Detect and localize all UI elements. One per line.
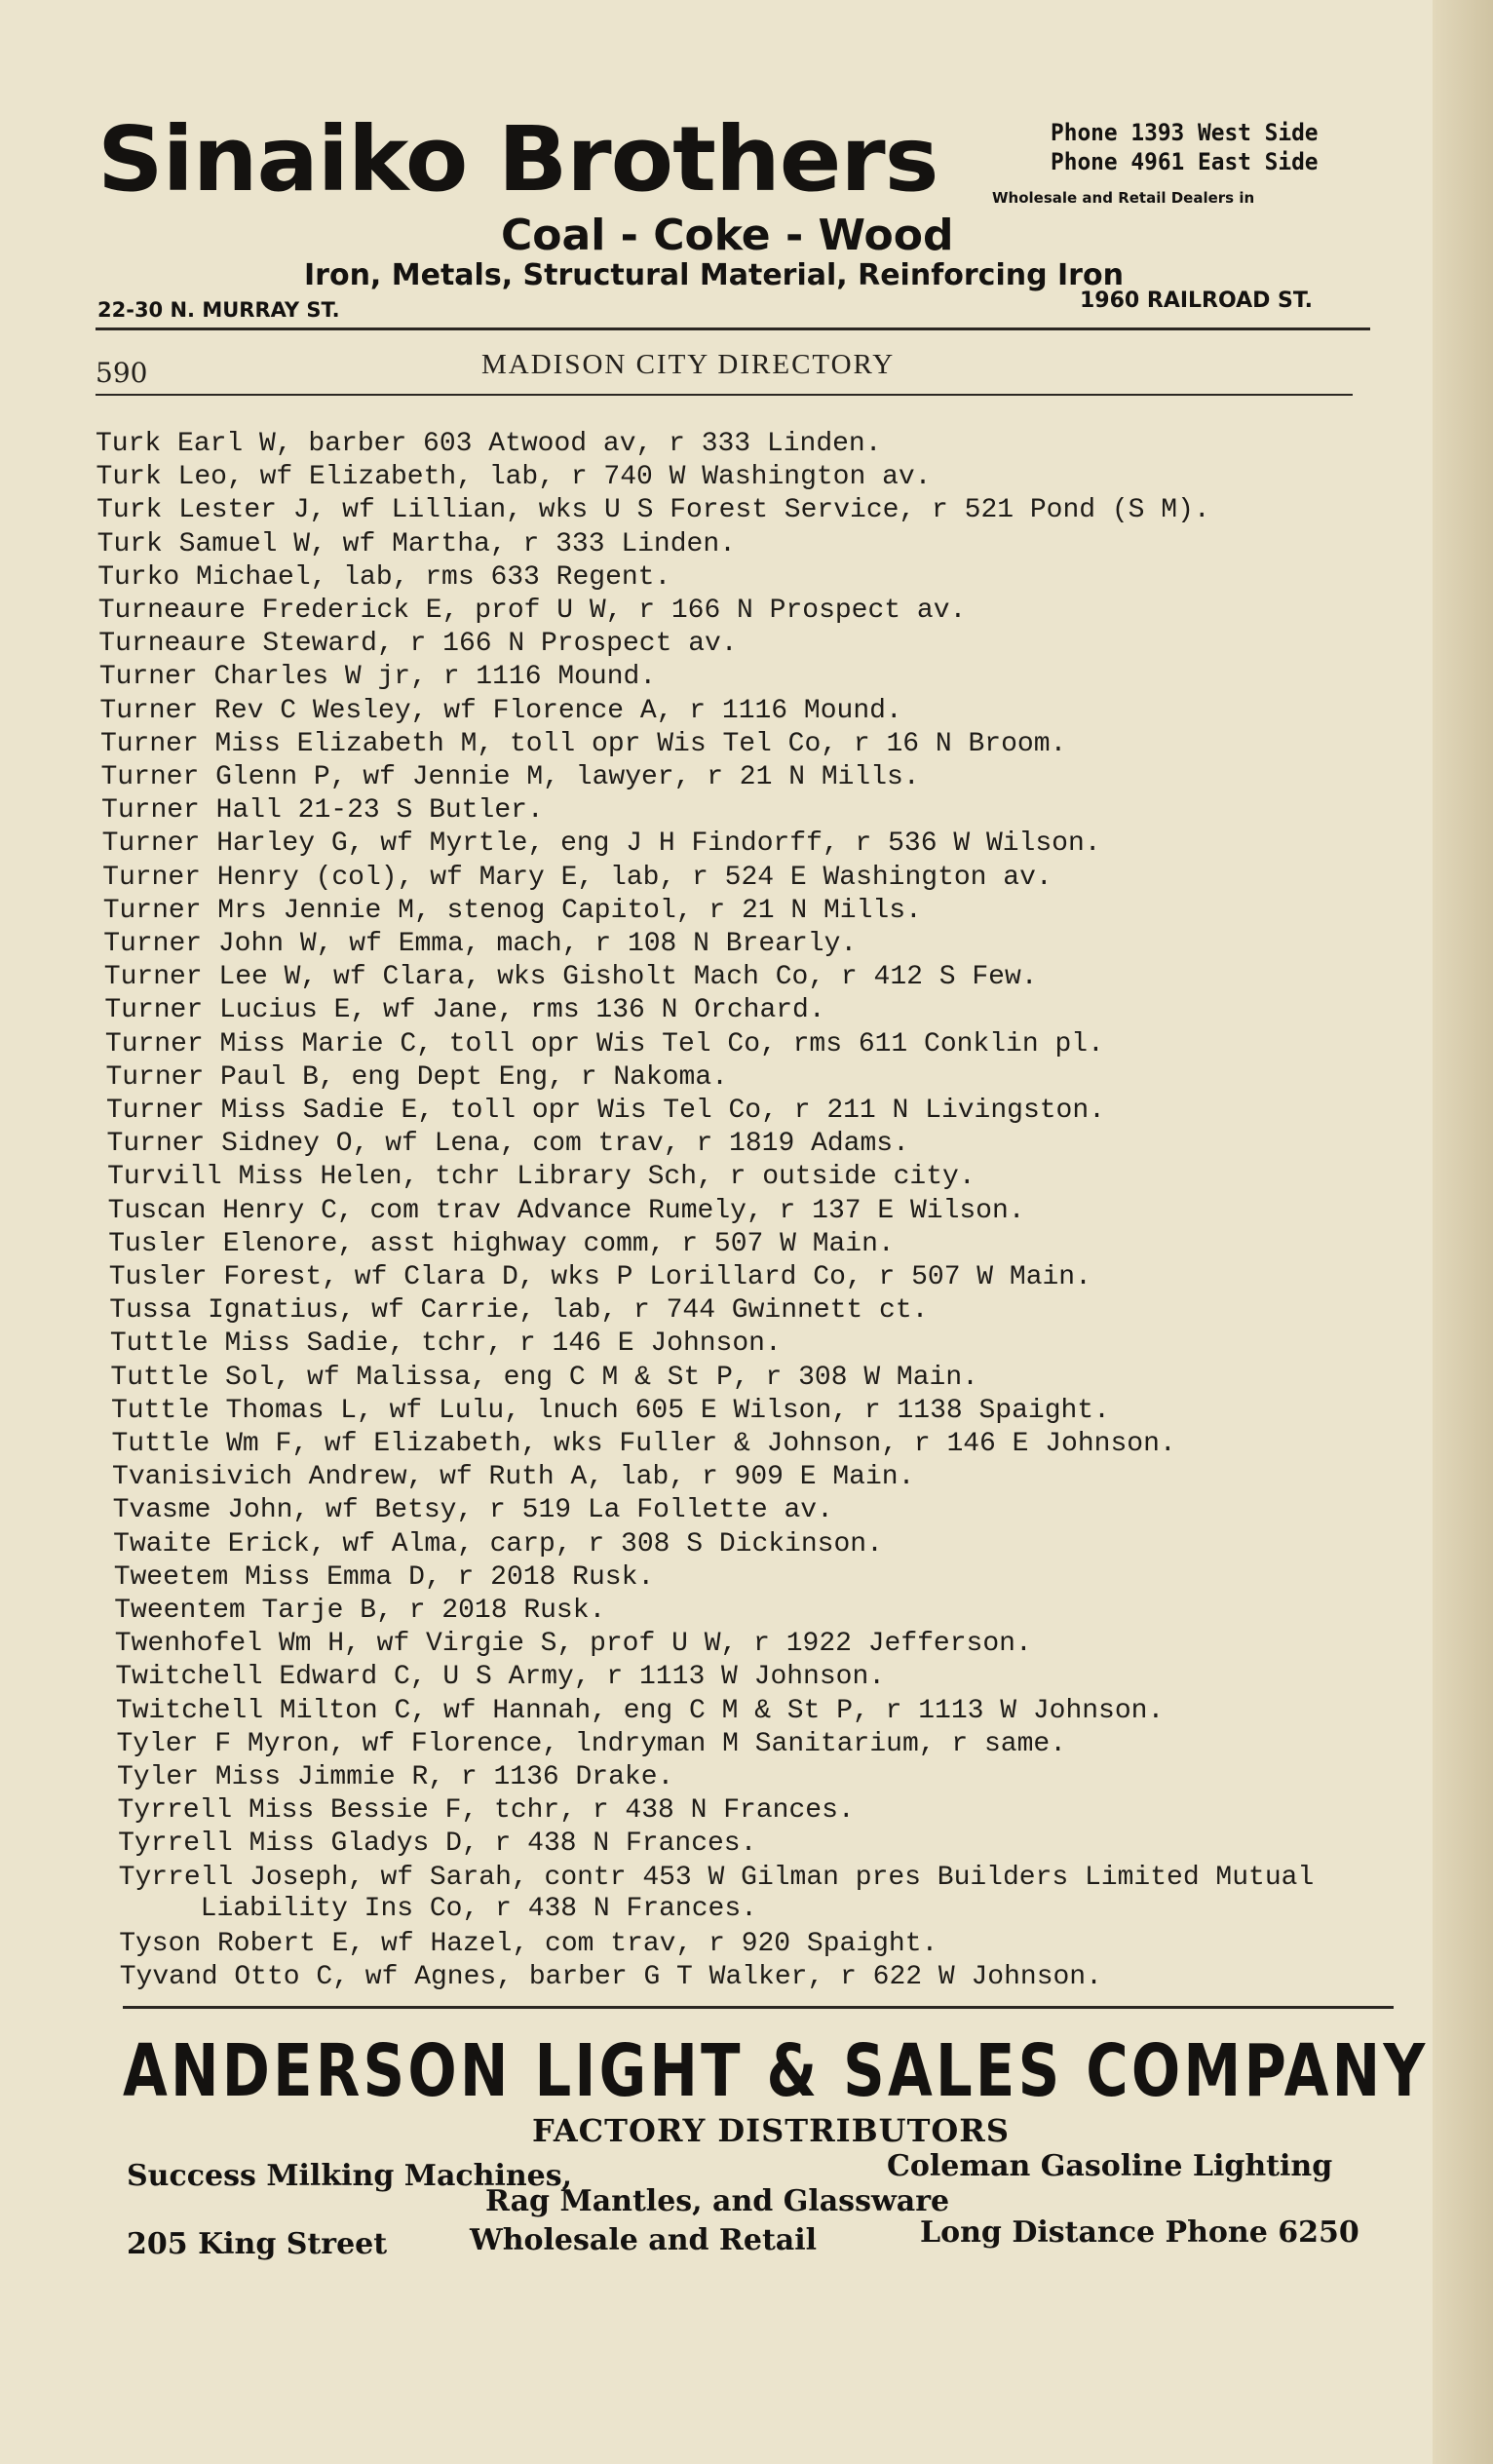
entry-text: Turk Lester J, wf Lillian, wks U S Forest Service, r 521 Pond (S M). xyxy=(96,495,1210,525)
directory-entry xyxy=(98,596,967,627)
entry-text: Tyrrell Miss Bessie F, tchr, r 438 N Frances. xyxy=(117,1795,855,1826)
directory-entry xyxy=(102,863,1053,894)
entry-text: Twenhofel Wm H, wf Virgie S, prof U W, r 1922 Jefferson. xyxy=(114,1629,1032,1659)
directory-entry xyxy=(104,995,824,1026)
entry-text: Tuttle Thomas L, wf Lulu, lnuch 605 E Wilson, r 1138 Spaight. xyxy=(110,1396,1110,1426)
directory-entry xyxy=(114,1596,605,1627)
entry-text: Tyler Miss Jimmie R, r 1136 Drake. xyxy=(117,1762,674,1792)
entry-text: Tuttle Wm F, wf Elizabeth, wks Fuller & Johnson, r 146 E Johnson. xyxy=(111,1429,1176,1459)
ad-coleman-lighting: Coleman Gasoline Lighting xyxy=(887,2149,1333,2183)
directory-entry xyxy=(111,1396,1110,1427)
entry-text: Turneaure Steward, r 166 N Prospect av. xyxy=(98,629,738,659)
directory-entry xyxy=(105,1029,1104,1060)
entry-text: Tusler Elenore, asst highway comm, r 507 W Main. xyxy=(108,1229,895,1259)
directory-entry xyxy=(107,1162,976,1193)
directory-entry xyxy=(101,795,544,827)
ad-wholesale-retail: Wholesale and Retail xyxy=(470,2223,818,2257)
directory-entry xyxy=(99,696,901,727)
entry-text: Turner Lucius E, wf Jane, rms 136 N Orchard. xyxy=(104,995,825,1025)
running-head: MADISON CITY DIRECTORY xyxy=(481,349,896,380)
directory-entry xyxy=(97,529,736,560)
entry-text: Turner Mrs Jennie M, stenog Capitol, r 21 N Mills. xyxy=(102,896,922,926)
entry-text: Tusler Forest, wf Clara D, wks P Lorillard Co, r 507 W Main. xyxy=(108,1262,1091,1292)
entry-text: Turneaure Frederick E, prof U W, r 166 N Prospect av. xyxy=(97,596,967,626)
entry-text: Tyrrell Joseph, wf Sarah, contr 453 W Gilman pres Builders Limited Mutual xyxy=(118,1863,1315,1893)
entry-text: Turner Charles W jr, r 1116 Mound. xyxy=(98,662,657,692)
entry-text: Twitchell Edward C, U S Army, r 1113 W Johnson. xyxy=(115,1662,886,1692)
entry-text: Tuscan Henry C, com trav Advance Rumely, r 137 E Wilson. xyxy=(107,1196,1025,1226)
directory-entry xyxy=(112,1462,914,1493)
directory-entry xyxy=(118,1795,855,1827)
directory-entry xyxy=(109,1262,1091,1293)
directory-entry xyxy=(116,1696,1164,1727)
directory-entry xyxy=(109,1295,928,1327)
entry-text: Turner Henry (col), wf Mary E, lab, r 524 E Washington av. xyxy=(102,863,1053,893)
directory-entry xyxy=(115,1662,885,1693)
ad-milking-machines: Success Milking Machines, xyxy=(127,2159,573,2193)
entry-text: Turner Miss Marie C, toll opr Wis Tel Co, rms 611 Conklin pl. xyxy=(104,1029,1104,1059)
ad-phone-east: Phone 4961 East Side xyxy=(1051,148,1319,175)
ad-company-title: ANDERSON LIGHT & SALES COMPANY xyxy=(123,2029,1429,2113)
directory-entry xyxy=(110,1363,978,1394)
entry-text: Turner Miss Sadie E, toll opr Wis Tel Co, r 211 N Livingston. xyxy=(106,1096,1105,1126)
entry-text: Tyler F Myron, wf Florence, lndryman M Sanitarium, r same. xyxy=(116,1729,1066,1759)
directory-entry xyxy=(112,1429,1176,1460)
directory-entry xyxy=(118,1829,756,1860)
ad-phone-west: Phone 1393 West Side xyxy=(1051,119,1319,146)
ad-divider-rule xyxy=(96,327,1370,330)
entry-text: Tweentem Tarje B, r 2018 Rusk. xyxy=(114,1596,606,1626)
directory-entry xyxy=(96,429,882,460)
directory-entry xyxy=(119,1863,1315,1925)
ad-long-distance-phone: Long Distance Phone 6250 xyxy=(920,2215,1359,2250)
entry-text: Turk Samuel W, wf Martha, r 333 Linden. xyxy=(96,529,736,559)
entry-text: Turner Glenn P, wf Jennie M, lawyer, r 21 N Mills. xyxy=(100,762,920,792)
ad-address-railroad: 1960 RAILROAD ST. xyxy=(1080,289,1313,313)
entry-text: Turner Paul B, eng Dept Eng, r Nakoma. xyxy=(105,1062,728,1093)
entry-text: Turner John W, wf Emma, mach, r 108 N Brearly. xyxy=(103,929,858,959)
directory-entry xyxy=(120,1962,1102,1993)
entry-text: Tyrrell Miss Gladys D, r 438 N Frances. xyxy=(118,1829,757,1859)
ad-rag-mantles: Rag Mantles, and Glassware xyxy=(485,2184,950,2218)
directory-entry xyxy=(97,562,670,594)
directory-entry xyxy=(103,929,857,960)
directory-entry xyxy=(113,1495,833,1526)
directory-entry xyxy=(110,1328,782,1360)
directory-entry xyxy=(98,629,737,660)
directory-entry xyxy=(102,828,1101,860)
directory-entry xyxy=(114,1562,655,1594)
directory-entry xyxy=(117,1762,673,1793)
directory-entry xyxy=(119,1929,938,1960)
ad-products: Coal - Coke - Wood xyxy=(501,211,954,260)
entry-continuation: Liability Ins Co, r 438 N Frances. xyxy=(200,1894,757,1924)
ad-factory-distributors: FACTORY DISTRIBUTORS xyxy=(532,2112,1010,2149)
entry-text: Turner Lee W, wf Clara, wks Gisholt Mach Co, r 412 S Few. xyxy=(103,962,1038,992)
entry-text: Tvanisivich Andrew, wf Ruth A, lab, r 909 E Main. xyxy=(112,1462,915,1492)
ad-address-murray: 22-30 N. MURRAY ST. xyxy=(97,298,340,322)
directory-entry xyxy=(108,1229,895,1260)
directory-entry xyxy=(107,1129,909,1160)
header-rule xyxy=(96,394,1353,396)
entry-text: Turner Miss Elizabeth M, toll opr Wis Tel Co, r 16 N Broom. xyxy=(99,729,1067,759)
ad-wholesale-line: Wholesale and Retail Dealers in xyxy=(992,189,1255,207)
directory-entry xyxy=(113,1529,883,1560)
entry-text: Turko Michael, lab, rms 633 Regent. xyxy=(97,562,671,593)
directory-entry xyxy=(116,1729,1066,1760)
page-number: 590 xyxy=(96,357,148,389)
directory-entry xyxy=(104,962,1038,993)
directory-entry xyxy=(115,1629,1032,1660)
entry-text: Tuttle Miss Sadie, tchr, r 146 E Johnson. xyxy=(109,1328,782,1359)
directory-entry xyxy=(96,462,932,493)
directory-entry xyxy=(101,762,920,793)
entry-text: Tussa Ignatius, wf Carrie, lab, r 744 Gwinnett ct. xyxy=(109,1295,929,1326)
entry-text: Turk Leo, wf Elizabeth, lab, r 740 W Washington av. xyxy=(96,462,932,492)
entry-text: Turner Sidney O, wf Lena, com trav, r 1819 Adams. xyxy=(106,1129,909,1159)
directory-entry xyxy=(106,1096,1105,1127)
page-edge xyxy=(1433,0,1493,2464)
top-advertisement xyxy=(0,0,1433,331)
entry-text: Tvasme John, wf Betsy, r 519 La Follette av. xyxy=(112,1495,833,1525)
bottom-ad-rule xyxy=(123,2006,1394,2009)
directory-entry xyxy=(108,1196,1025,1227)
directory-entry xyxy=(99,662,656,693)
directory-entry xyxy=(105,1062,728,1094)
entry-text: Tuttle Sol, wf Malissa, eng C M & St P, r 308 W Main. xyxy=(110,1363,978,1393)
entry-text: Turner Hall 21-23 S Butler. xyxy=(101,795,544,826)
directory-entry xyxy=(100,729,1066,760)
entry-text: Twaite Erick, wf Alma, carp, r 308 S Dickinson. xyxy=(113,1529,883,1559)
entry-text: Tyvand Otto C, wf Agnes, barber G T Walker, r 622 W Johnson. xyxy=(119,1962,1102,1992)
entry-text: Turk Earl W, barber 603 Atwood av, r 333 Linden. xyxy=(96,429,882,459)
ad-materials: Iron, Metals, Structural Material, Reinforcing Iron xyxy=(304,258,1124,292)
entry-text: Turner Rev C Wesley, wf Florence A, r 1116 Mound. xyxy=(99,696,902,726)
entry-text: Turner Harley G, wf Myrtle, eng J H Findorff, r 536 W Wilson. xyxy=(101,828,1101,859)
ad-brand-name: Sinaiko Brothers xyxy=(97,107,938,212)
directory-entry xyxy=(103,896,922,927)
entry-text: Tyson Robert E, wf Hazel, com trav, r 920 Spaight. xyxy=(119,1929,938,1959)
entry-text: Tweetem Miss Emma D, r 2018 Rusk. xyxy=(113,1562,655,1593)
ad-king-street-address: 205 King Street xyxy=(127,2227,388,2261)
entry-text: Turvill Miss Helen, tchr Library Sch, r outside city. xyxy=(107,1162,976,1192)
directory-entry xyxy=(96,495,1210,526)
entry-text: Twitchell Milton C, wf Hannah, eng C M & St P, r 1113 W Johnson. xyxy=(115,1696,1165,1726)
